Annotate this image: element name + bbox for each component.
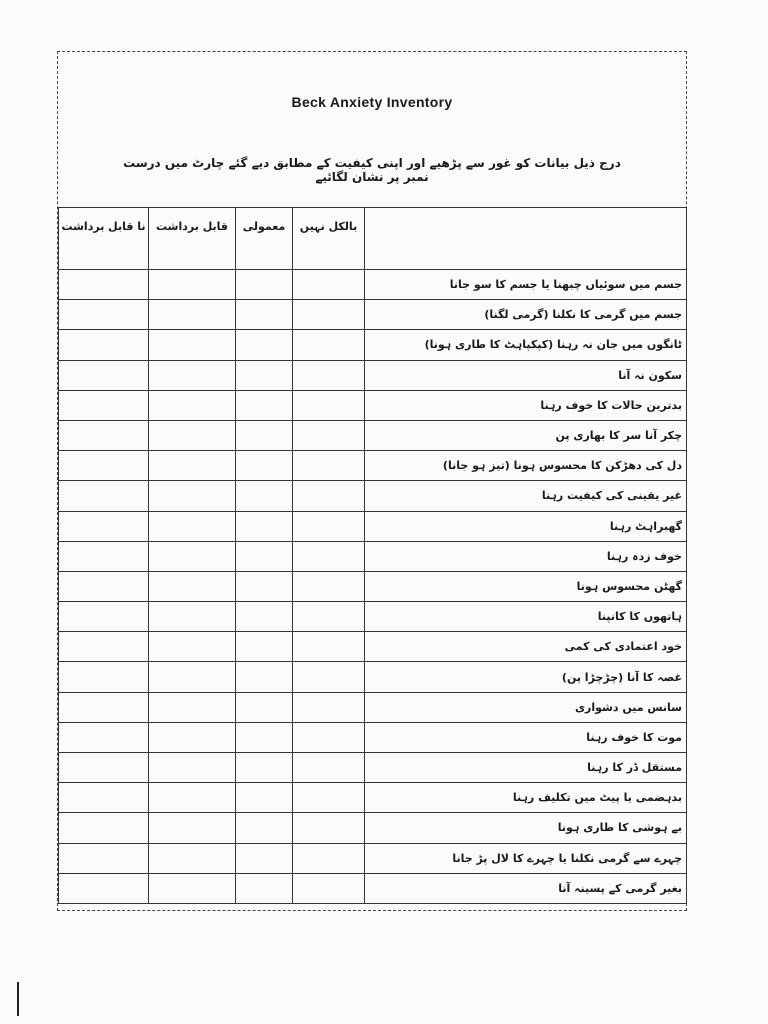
answer-cell-moderate[interactable] — [149, 873, 236, 903]
answer-cell-moderate[interactable] — [149, 511, 236, 541]
answer-cell-mild[interactable] — [236, 632, 293, 662]
answer-cell-mild[interactable] — [236, 602, 293, 632]
answer-cell-moderate[interactable] — [149, 602, 236, 632]
answer-cell-not-at-all[interactable] — [293, 481, 365, 511]
answer-cell-not-at-all[interactable] — [293, 813, 365, 843]
answer-cell-severe[interactable] — [59, 420, 149, 450]
item-label: گھٹن محسوس ہونا — [365, 571, 687, 601]
answer-cell-severe[interactable] — [59, 722, 149, 752]
item-label: سکون نہ آنا — [365, 360, 687, 390]
answer-cell-not-at-all[interactable] — [293, 420, 365, 450]
table-row — [59, 813, 687, 843]
table-row — [59, 511, 687, 541]
header-mild: معمولی — [236, 208, 293, 270]
item-label: ٹانگوں میں جان نہ رہنا (کپکپاہٹ کا طاری ہونا) — [365, 330, 687, 360]
answer-cell-mild[interactable] — [236, 873, 293, 903]
answer-cell-not-at-all[interactable] — [293, 571, 365, 601]
item-label: چکر آنا سر کا بھاری پن — [365, 420, 687, 450]
table-row — [59, 632, 687, 662]
answer-cell-severe[interactable] — [59, 451, 149, 481]
answer-cell-not-at-all[interactable] — [293, 722, 365, 752]
answer-cell-severe[interactable] — [59, 541, 149, 571]
table-row — [59, 873, 687, 903]
answer-cell-severe[interactable] — [59, 330, 149, 360]
item-label: بدہضمی یا پیٹ میں تکلیف رہنا — [365, 783, 687, 813]
answer-cell-severe[interactable] — [59, 843, 149, 873]
answer-cell-moderate[interactable] — [149, 481, 236, 511]
table-row — [59, 692, 687, 722]
answer-cell-mild[interactable] — [236, 541, 293, 571]
item-label: جسم میں گرمی کا نکلنا (گرمی لگنا) — [365, 300, 687, 330]
table-row — [59, 270, 687, 300]
table-row — [59, 662, 687, 692]
table-row — [59, 722, 687, 752]
answer-cell-moderate[interactable] — [149, 270, 236, 300]
item-label: غیر یقینی کی کیفیت رہنا — [365, 481, 687, 511]
answer-cell-not-at-all[interactable] — [293, 330, 365, 360]
item-label: سانس میں دشواری — [365, 692, 687, 722]
answer-cell-severe[interactable] — [59, 692, 149, 722]
table-row — [59, 360, 687, 390]
answer-cell-not-at-all[interactable] — [293, 632, 365, 662]
table-row — [59, 390, 687, 420]
answer-cell-moderate[interactable] — [149, 451, 236, 481]
answer-cell-not-at-all[interactable] — [293, 783, 365, 813]
answer-cell-severe[interactable] — [59, 662, 149, 692]
answer-cell-mild[interactable] — [236, 571, 293, 601]
item-label: گھبراہٹ رہنا — [365, 511, 687, 541]
item-label: خوف زدہ رہنا — [365, 541, 687, 571]
item-label: موت کا خوف رہنا — [365, 722, 687, 752]
answer-cell-not-at-all[interactable] — [293, 300, 365, 330]
answer-cell-moderate[interactable] — [149, 753, 236, 783]
answer-cell-moderate[interactable] — [149, 692, 236, 722]
table-row — [59, 602, 687, 632]
answer-cell-moderate[interactable] — [149, 783, 236, 813]
margin-mark — [17, 982, 19, 1016]
answer-cell-mild[interactable] — [236, 420, 293, 450]
answer-cell-moderate[interactable] — [149, 360, 236, 390]
header-item — [365, 208, 687, 270]
answer-cell-not-at-all[interactable] — [293, 541, 365, 571]
answer-cell-mild[interactable] — [236, 783, 293, 813]
answer-cell-not-at-all[interactable] — [293, 511, 365, 541]
table-header-row — [59, 208, 687, 270]
inventory-table — [58, 207, 687, 904]
answer-cell-not-at-all[interactable] — [293, 360, 365, 390]
table-row — [59, 451, 687, 481]
instruction-text: درج ذیل بیانات کو غور سے پڑھیے اور اپنی کیفیت کے مطابق دیے گئے چارٹ میں درست نمبر پر نشان لگائیے — [123, 156, 621, 184]
form-frame — [57, 51, 687, 911]
answer-cell-severe[interactable] — [59, 511, 149, 541]
item-label: چہرے سے گرمی نکلنا یا چہرے کا لال پڑ جانا — [365, 843, 687, 873]
table-row — [59, 300, 687, 330]
answer-cell-severe[interactable] — [59, 360, 149, 390]
answer-cell-not-at-all[interactable] — [293, 873, 365, 903]
answer-cell-not-at-all[interactable] — [293, 451, 365, 481]
answer-cell-severe[interactable] — [59, 390, 149, 420]
answer-cell-severe[interactable] — [59, 813, 149, 843]
answer-cell-not-at-all[interactable] — [293, 692, 365, 722]
header-severe: نا قابل برداشت — [59, 208, 149, 270]
item-label: خود اعتمادی کی کمی — [365, 632, 687, 662]
answer-cell-not-at-all[interactable] — [293, 843, 365, 873]
table-row — [59, 541, 687, 571]
answer-cell-moderate[interactable] — [149, 541, 236, 571]
answer-cell-mild[interactable] — [236, 511, 293, 541]
answer-cell-moderate[interactable] — [149, 662, 236, 692]
table-row — [59, 420, 687, 450]
item-label: جسم میں سوئیاں چبھنا یا جسم کا سو جانا — [365, 270, 687, 300]
item-label: ہاتھوں کا کانپنا — [365, 602, 687, 632]
table-row — [59, 843, 687, 873]
answer-cell-severe[interactable] — [59, 873, 149, 903]
answer-cell-moderate[interactable] — [149, 390, 236, 420]
answer-cell-not-at-all[interactable] — [293, 662, 365, 692]
answer-cell-severe[interactable] — [59, 571, 149, 601]
answer-cell-mild[interactable] — [236, 390, 293, 420]
form-title: Beck Anxiety Inventory — [291, 94, 453, 110]
answer-cell-moderate[interactable] — [149, 632, 236, 662]
item-label: بدترین حالات کا خوف رہنا — [365, 390, 687, 420]
answer-cell-mild[interactable] — [236, 843, 293, 873]
table-body — [59, 270, 687, 904]
answer-cell-moderate[interactable] — [149, 330, 236, 360]
answer-cell-not-at-all[interactable] — [293, 602, 365, 632]
answer-cell-mild[interactable] — [236, 692, 293, 722]
answer-cell-not-at-all[interactable] — [293, 270, 365, 300]
item-label: مستقل ڈر کا رہنا — [365, 753, 687, 783]
table-row — [59, 481, 687, 511]
answer-cell-moderate[interactable] — [149, 420, 236, 450]
answer-cell-mild[interactable] — [236, 481, 293, 511]
answer-cell-moderate[interactable] — [149, 843, 236, 873]
item-label: غصہ کا آنا (چڑچڑا پن) — [365, 662, 687, 692]
answer-cell-mild[interactable] — [236, 360, 293, 390]
answer-cell-moderate[interactable] — [149, 813, 236, 843]
answer-cell-severe[interactable] — [59, 753, 149, 783]
answer-cell-not-at-all[interactable] — [293, 390, 365, 420]
answer-cell-severe[interactable] — [59, 300, 149, 330]
answer-cell-mild[interactable] — [236, 270, 293, 300]
answer-cell-mild[interactable] — [236, 722, 293, 752]
table-row — [59, 753, 687, 783]
answer-cell-mild[interactable] — [236, 662, 293, 692]
item-label: دل کی دھڑکن کا محسوس ہونا (تیز ہو جانا) — [365, 451, 687, 481]
answer-cell-moderate[interactable] — [149, 722, 236, 752]
item-label: بغیر گرمی کے پسینہ آنا — [365, 873, 687, 903]
answer-cell-moderate[interactable] — [149, 300, 236, 330]
answer-cell-mild[interactable] — [236, 300, 293, 330]
answer-cell-severe[interactable] — [59, 602, 149, 632]
header-not-at-all: بالکل نہیں — [293, 208, 365, 270]
answer-cell-severe[interactable] — [59, 270, 149, 300]
answer-cell-moderate[interactable] — [149, 571, 236, 601]
answer-cell-severe[interactable] — [59, 632, 149, 662]
answer-cell-mild[interactable] — [236, 451, 293, 481]
table-row — [59, 571, 687, 601]
answer-cell-not-at-all[interactable] — [293, 753, 365, 783]
answer-cell-severe[interactable] — [59, 481, 149, 511]
answer-cell-mild[interactable] — [236, 813, 293, 843]
header-moderate: قابل برداشت — [149, 208, 236, 270]
table-row — [59, 783, 687, 813]
answer-cell-mild[interactable] — [236, 753, 293, 783]
answer-cell-mild[interactable] — [236, 330, 293, 360]
answer-cell-severe[interactable] — [59, 783, 149, 813]
item-label: بے ہوشی کا طاری ہونا — [365, 813, 687, 843]
table-row — [59, 330, 687, 360]
